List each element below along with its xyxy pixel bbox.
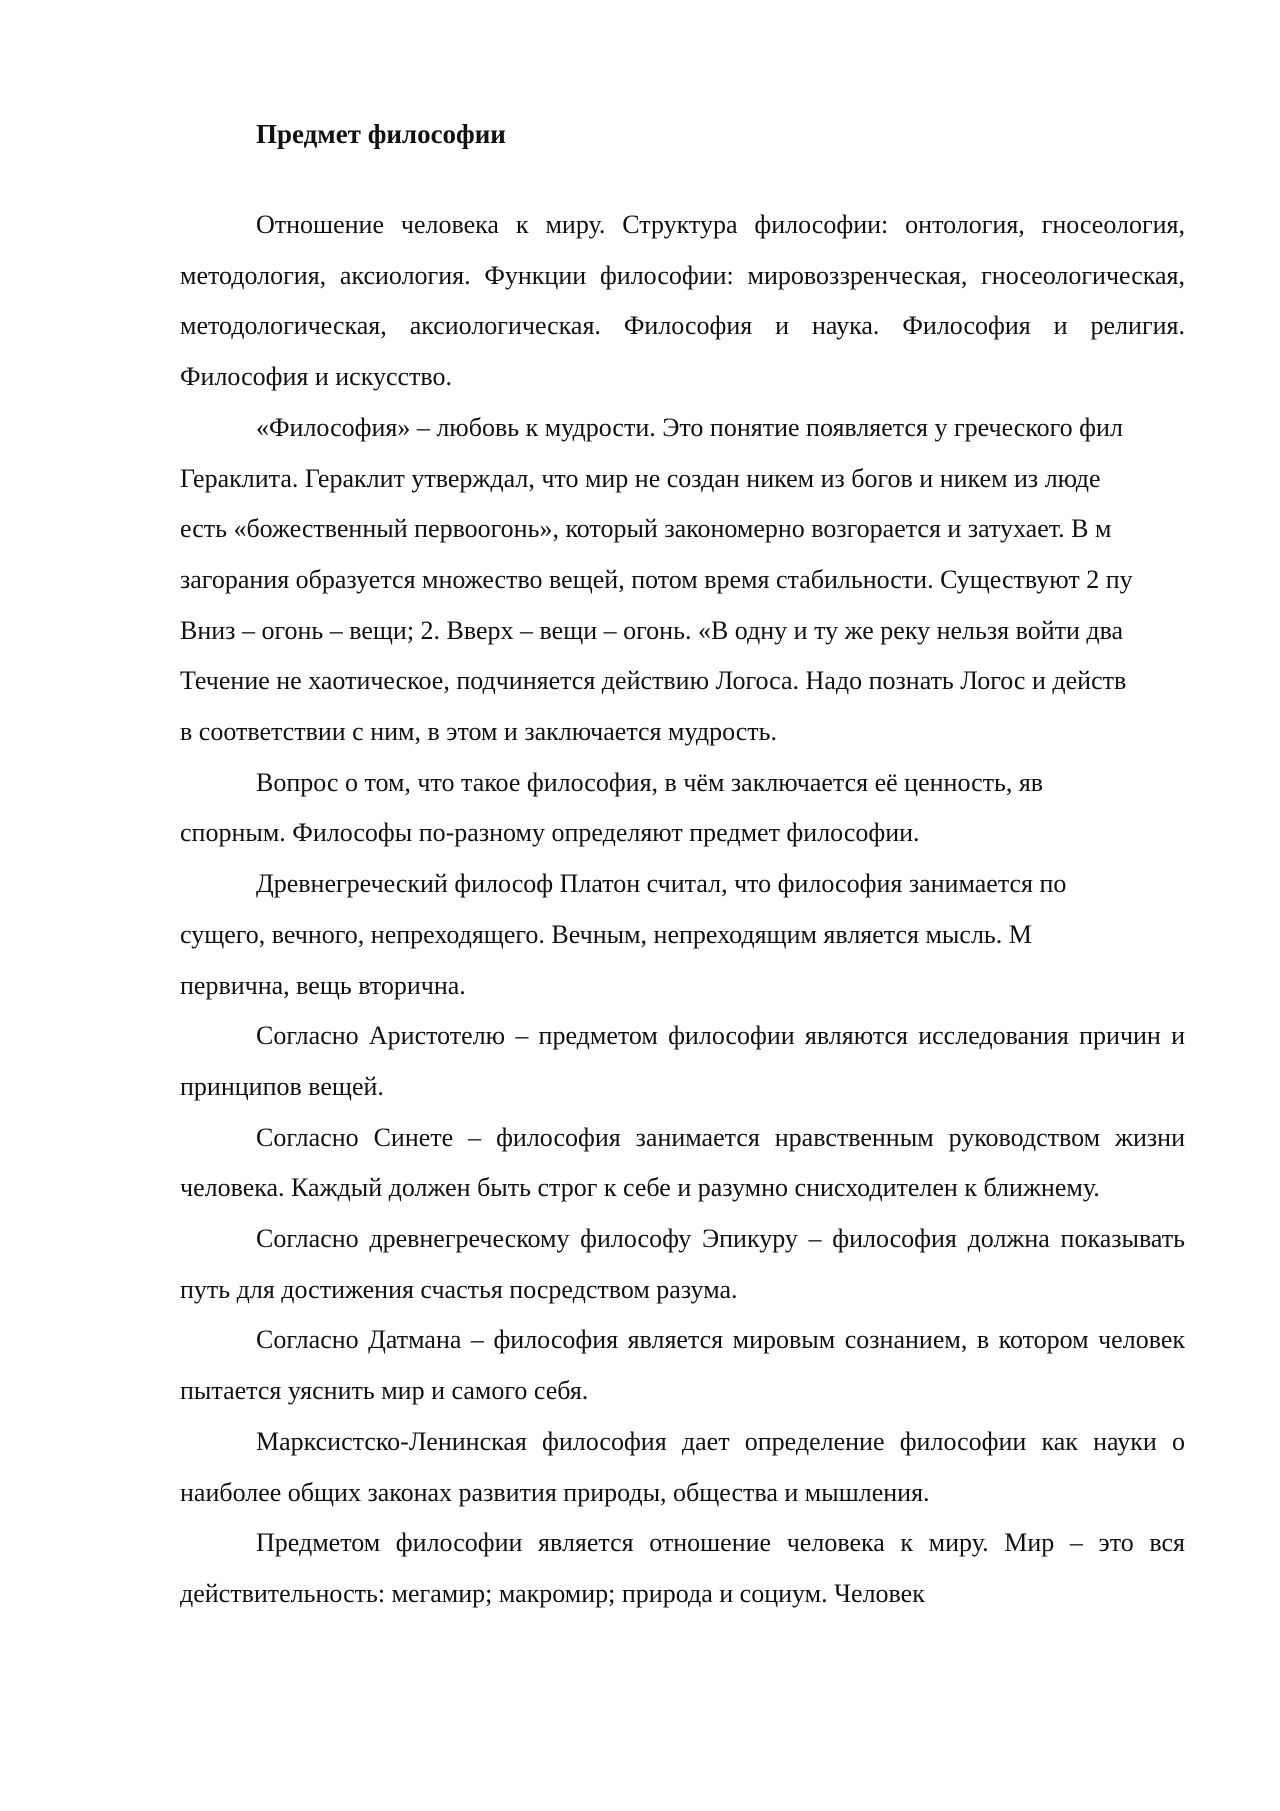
paragraph-heraclitus bbox=[180, 403, 1280, 758]
text-line: Течение не хаотическое, подчиняется действию Логоса. Надо познать Логос и действ bbox=[180, 666, 1127, 696]
paragraph-datman: Согласно Датмана – философия является мировым сознанием, в котором человек пытается уяснить мир и самого себя. bbox=[180, 1325, 1185, 1406]
paragraph-subject: Предметом философии является отношение человека к миру. Мир – это вся действительность: мегамир; макромир; природа и социум. Человек bbox=[180, 1528, 1185, 1608]
text-line: «Философия» – любовь к мудрости. Это понятие появляется у греческого фил bbox=[256, 412, 1123, 442]
text-line: первична, вещь вторична. bbox=[180, 970, 466, 1000]
text-line: Гераклита. Гераклит утверждал, что мир не создан никем из богов и никем из люде bbox=[180, 463, 1101, 493]
text-line: Вопрос о том, что такое философия, в чём заключается её ценность, яв bbox=[256, 767, 1044, 797]
document-title: Предмет философии bbox=[256, 119, 506, 149]
text-line: в соответствии с ним, в этом и заключается мудрость. bbox=[180, 717, 777, 747]
paragraph-epicurus: Согласно древнегреческому философу Эпикуру – философия должна показывать путь для достижения счастья посредством разума. bbox=[180, 1224, 1185, 1304]
paragraph-aristotle: Согласно Аристотелю – предметом философии являются исследования причин и принципов вещей. bbox=[180, 1021, 1185, 1101]
text-line: Древнегреческий философ Платон считал, что философия занимается по bbox=[256, 869, 1067, 899]
paragraph-seneca: Согласно Синете – философия занимается нравственным руководством жизни человека. Каждый должен быть строг к себе и разумно снисходителен к ближнему. bbox=[180, 1122, 1185, 1203]
paragraph-marxist: Марксистско-Ленинская философия дает определение философии как науки о наиболее общих законах развития природы, общества и мышления. bbox=[180, 1426, 1185, 1507]
text-line: сущего, вечного, непреходящего. Вечным, непреходящим является мысль. М bbox=[180, 919, 1032, 949]
document-body bbox=[180, 200, 1280, 1620]
text-line: спорным. Философы по-разному определяют предмет философии. bbox=[180, 818, 920, 848]
paragraph-question bbox=[180, 758, 1280, 859]
paragraph-subject-summary: Отношение человека к миру. Структура философии: онтология, гносеология, методология, аксиология. Функции философии: мировоззренческая, гносеологическая, методологическая, аксиологическая. Философия и наука. Философия и религия. Философия и искусство. bbox=[180, 210, 1185, 392]
text-line: есть «божественный первоогонь», который закономерно возгорается и затухает. В м bbox=[180, 514, 1112, 544]
text-line: Вниз – огонь – вещи; 2. Вверх – вещи – огонь. «В одну и ту же реку нельзя войти два bbox=[180, 615, 1124, 645]
text-line: загорания образуется множество вещей, потом время стабильности. Существуют 2 пу bbox=[180, 564, 1133, 594]
paragraph-plato bbox=[180, 859, 1280, 1011]
